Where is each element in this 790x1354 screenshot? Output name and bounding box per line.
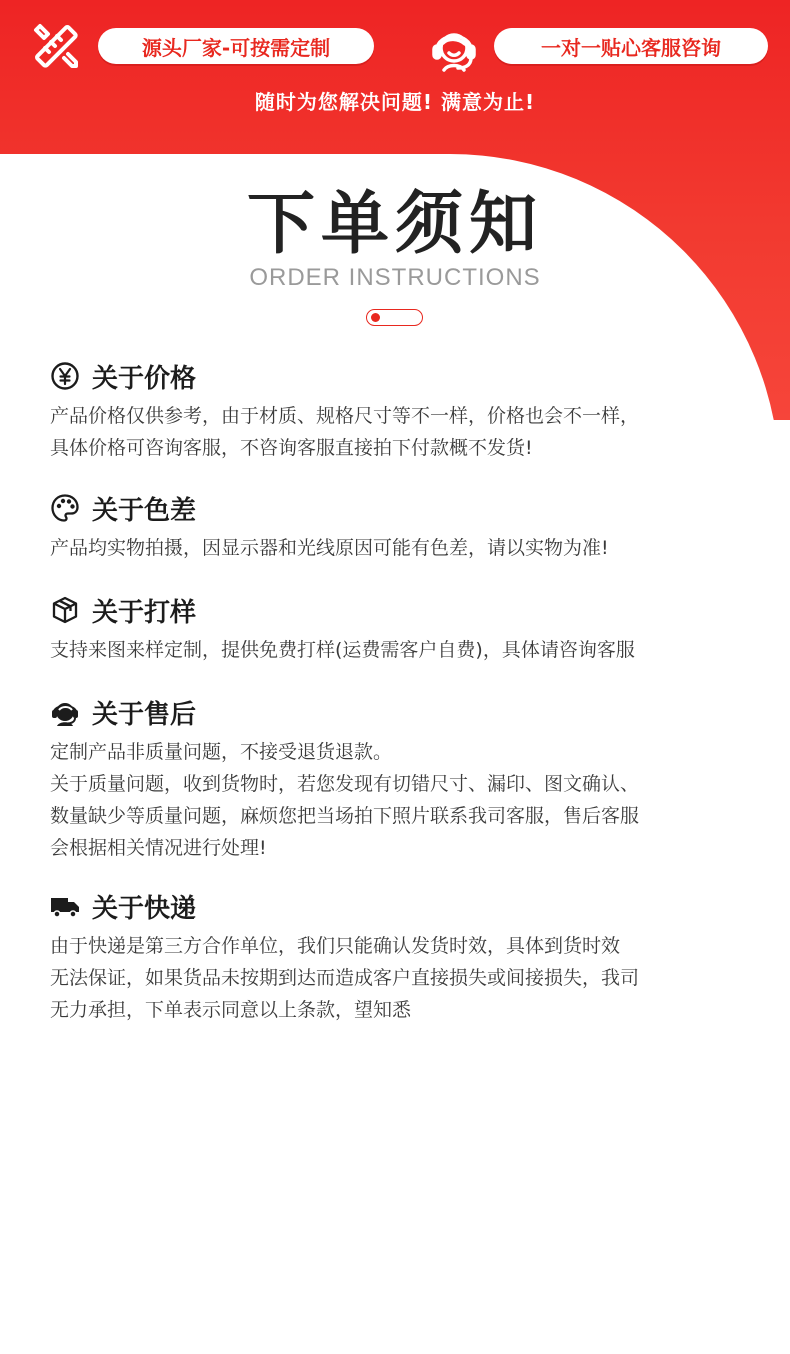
section-text-line: 会根据相关情况进行处理! (50, 837, 267, 859)
package-icon (50, 595, 80, 625)
section-text-line: 由于快递是第三方合作单位，我们只能确认发货时效，具体到货时效 (50, 935, 621, 957)
section-text-line: 支持来图来样定制，提供免费打样(运费需客户自费)，具体请咨询客服 (50, 639, 635, 661)
yen-icon (50, 361, 80, 391)
section-color (50, 488, 750, 564)
section-title: 关于打样 (92, 597, 197, 628)
factory-custom-pill: 源头厂家-可按需定制 (98, 28, 374, 64)
section-text-line: 定制产品非质量问题，不接受退货退款。 (50, 741, 393, 763)
tagline: 随时为您解决问题! 满意为止! (254, 90, 536, 114)
section-sample (50, 590, 750, 666)
section-title: 关于色差 (92, 495, 197, 526)
section-text-line: 无法保证，如果货品未按期到达而造成客户直接损失或间接损失，我司 (50, 967, 640, 989)
section-text-line: 无力承担，下单表示同意以上条款，望知悉 (50, 999, 412, 1021)
section-text-line: 数量缺少等质量问题，麻烦您把当场拍下照片联系我司客服，售后客服 (50, 805, 640, 827)
customer-service-headset-icon (424, 18, 484, 78)
section-price (50, 356, 750, 464)
section-title: 关于快递 (92, 893, 197, 924)
section-text-line: 具体价格可咨询客服，不咨询客服直接拍下付款概不发货! (50, 437, 533, 459)
section-text-line: 产品均实物拍摄，因显示器和光线原因可能有色差，请以实物为准! (50, 537, 609, 559)
page-subtitle: ORDER INSTRUCTIONS (249, 264, 541, 291)
headset-icon (50, 697, 80, 727)
page-title: 下单须知 (246, 185, 543, 264)
one-on-one-service-pill: 一对一贴心客服咨询 (494, 28, 768, 64)
palette-icon (50, 493, 80, 523)
section-title: 关于售后 (92, 699, 197, 730)
section-title: 关于价格 (92, 363, 197, 394)
truck-icon (50, 891, 80, 921)
pencil-ruler-icon (26, 16, 86, 76)
toggle-dot (371, 313, 380, 322)
section-after-sales (50, 692, 750, 864)
toggle-decoration (366, 309, 423, 326)
section-text-line: 关于质量问题，收到货物时，若您发现有切错尺寸、漏印、图文确认、 (50, 773, 640, 795)
section-text-line: 产品价格仅供参考，由于材质、规格尺寸等不一样，价格也会不一样， (50, 405, 640, 427)
section-delivery (50, 886, 750, 1026)
